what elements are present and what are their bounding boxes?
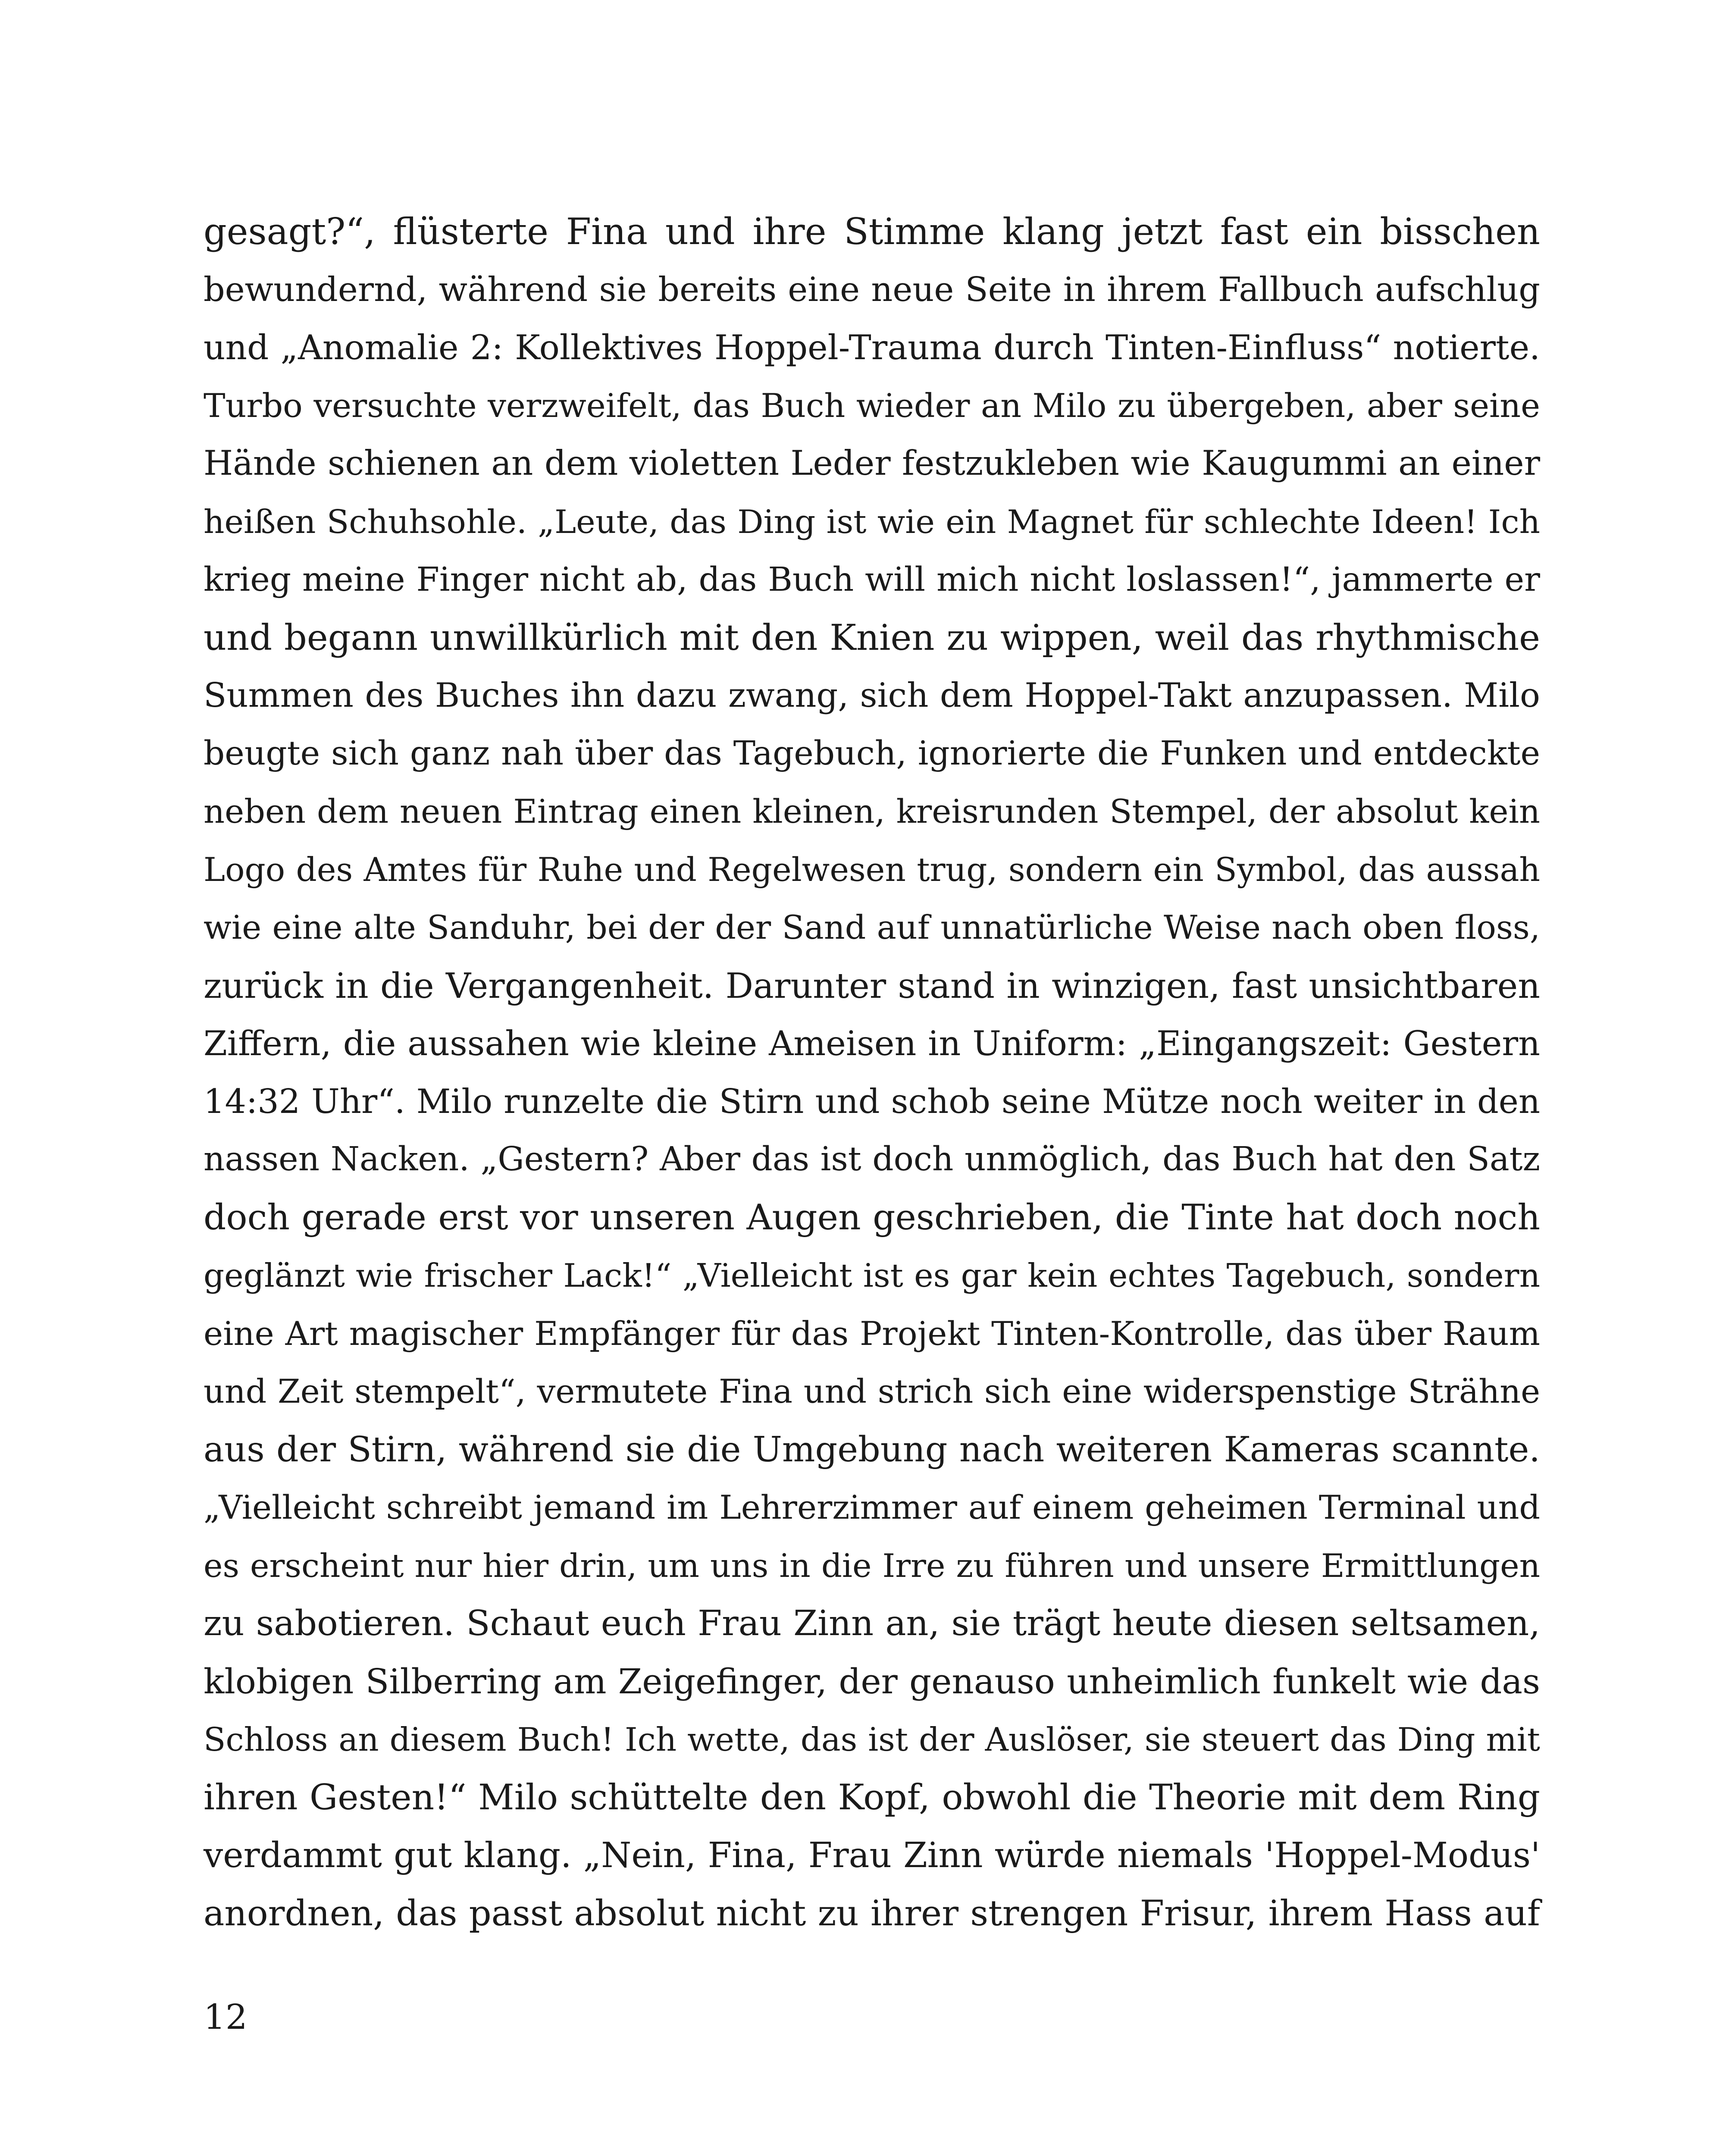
body-text <box>204 203 1540 1943</box>
text-line: krieg meine Finger nicht ab, das Buch will mich nicht loslassen!“, jammerte er <box>204 560 1540 599</box>
text-line: und Zeit stempelt“, vermutete Fina und strich sich eine widerspenstige Strähne <box>204 1373 1540 1410</box>
text-line: geglänzt wie frischer Lack!“ „Vielleicht ist es gar kein echtes Tagebuch, sondern <box>204 1257 1540 1294</box>
text-line: Logo des Amtes für Ruhe und Regelwesen trug, sondern ein Symbol, das aussah <box>204 850 1540 889</box>
text-line: und begann unwillkürlich mit den Knien zu wippen, weil das rhythmische <box>204 617 1540 658</box>
text-line: bewundernd, während sie bereits eine neue Seite in ihrem Fallbuch aufschlug <box>204 270 1540 309</box>
text-line: anordnen, das passt absolut nicht zu ihrer strengen Frisur, ihrem Hass auf <box>204 1893 1540 1934</box>
text-line: gesagt?“, flüsterte Fina und ihre Stimme klang jetzt fast ein bisschen <box>204 210 1540 253</box>
text-line: 14:32 Uhr“. Milo runzelte die Stirn und schob seine Mütze noch weiter in den <box>204 1082 1540 1121</box>
text-line: Turbo versuchte verzweifelt, das Buch wieder an Milo zu übergeben, aber seine <box>204 386 1540 425</box>
text-line: „Vielleicht schreibt jemand im Lehrerzimmer auf einem geheimen Terminal und <box>204 1488 1540 1526</box>
text-line: Schloss an diesem Buch! Ich wette, das ist der Auslöser, sie steuert das Ding mit <box>204 1720 1540 1758</box>
text-line: nassen Nacken. „Gestern? Aber das ist doch unmöglich, das Buch hat den Satz <box>204 1140 1540 1178</box>
text-line: neben dem neuen Eintrag einen kleinen, kreisrunden Stempel, der absolut kein <box>204 792 1540 830</box>
text-line: eine Art magischer Empfänger für das Projekt Tinten-Kontrolle, das über Raum <box>204 1314 1540 1353</box>
page-number: 12 <box>204 1997 247 2037</box>
text-line: Ziffern, die aussahen wie kleine Ameisen in Uniform: „Eingangszeit: Gestern <box>204 1024 1540 1063</box>
text-line: es erscheint nur hier drin, um uns in die Irre zu führen und unsere Ermittlungen <box>204 1546 1540 1585</box>
text-line: aus der Stirn, während sie die Umgebung nach weiteren Kameras scannte. <box>204 1429 1540 1470</box>
text-line: klobigen Silberring am Zeigefinger, der genauso unheimlich funkelt wie das <box>204 1661 1540 1702</box>
text-line: beugte sich ganz nah über das Tagebuch, ignorierte die Funken und entdeckte <box>204 734 1540 773</box>
text-line: ihren Gesten!“ Milo schüttelte den Kopf, obwohl die Theorie mit dem Ring <box>204 1777 1540 1818</box>
text-line: Summen des Buches ihn dazu zwang, sich dem Hoppel-Takt anzupassen. Milo <box>204 676 1540 715</box>
text-line: Hände schienen an dem violetten Leder festzukleben wie Kaugummi an einer <box>204 444 1540 483</box>
text-line: wie eine alte Sanduhr, bei der der Sand auf unnatürliche Weise nach oben floss, <box>204 909 1540 946</box>
text-line: verdammt gut klang. „Nein, Fina, Frau Zinn würde niemals 'Hoppel-Modus' <box>204 1835 1540 1875</box>
text-line: doch gerade erst vor unseren Augen geschrieben, die Tinte hat doch noch <box>204 1197 1540 1238</box>
text-line: zurück in die Vergangenheit. Darunter stand in winzigen, fast unsichtbaren <box>204 965 1540 1006</box>
text-line: heißen Schuhsohle. „Leute, das Ding ist wie ein Magnet für schlechte Ideen! Ich <box>204 502 1540 541</box>
text-line: zu sabotieren. Schaut euch Frau Zinn an, sie trägt heute diesen seltsamen, <box>204 1603 1540 1644</box>
text-line: und „Anomalie 2: Kollektives Hoppel-Trauma durch Tinten-Einfluss“ notierte. <box>204 328 1540 367</box>
